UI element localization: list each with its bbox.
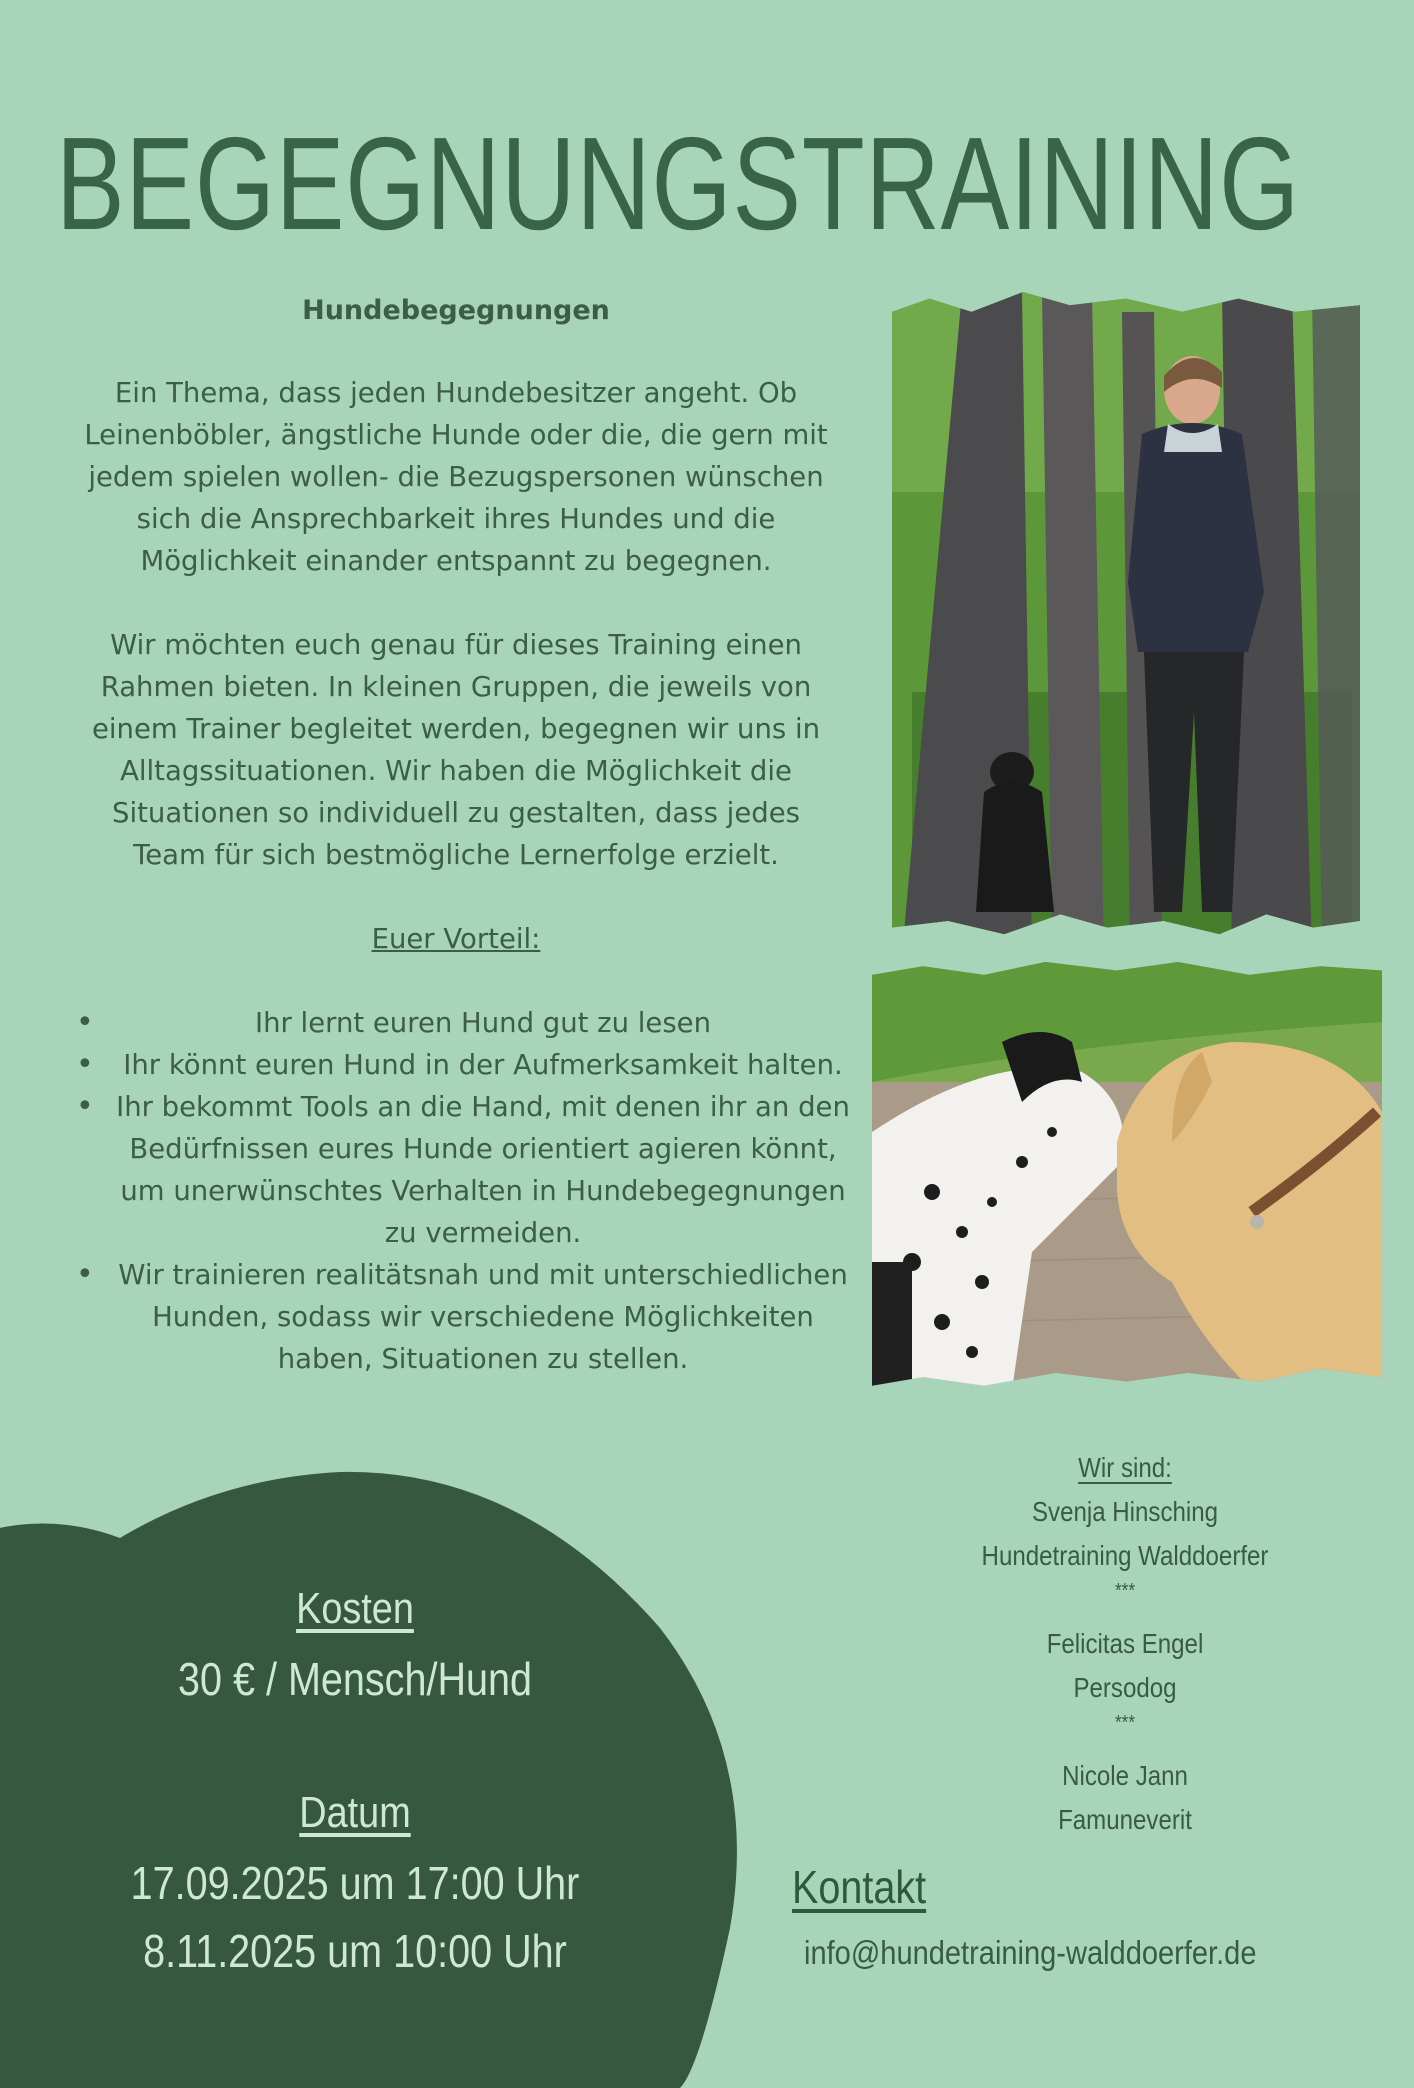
- list-item: • Ihr könnt euren Hund in der Aufmerksamkeit halten.: [56, 1044, 856, 1086]
- contact-label: Kontakt: [792, 1861, 927, 1913]
- costs-value: 30 € / Mensch/Hund: [177, 1653, 533, 1705]
- paragraph-line: jedem spielen wollen- die Bezugspersonen wünschen: [88, 461, 824, 493]
- paragraph-line: Leinenböbler, ängstliche Hunde oder die, die gern mit: [84, 419, 828, 451]
- paragraph-line: Wir möchten euch genau für dieses Training einen: [110, 629, 802, 661]
- paragraph-line: Ein Thema, dass jeden Hundebesitzer angeht. Ob: [114, 377, 798, 409]
- training-paragraph: [56, 624, 856, 876]
- info-blob-shape: [0, 1468, 780, 2088]
- date-label: Datum: [299, 1788, 411, 1837]
- team-line: Nicole Jann: [1062, 1760, 1188, 1791]
- paragraph-line: Team für sich bestmögliche Lernerfolge erzielt.: [133, 839, 779, 871]
- paragraph-line: Möglichkeit einander entspannt zu begegnen.: [140, 545, 772, 577]
- advantage-heading: Euer Vorteil:: [371, 923, 541, 955]
- subheading: Hundebegegnungen: [302, 295, 610, 326]
- paragraph-line: Alltagssituationen. Wir haben die Möglichkeit die: [120, 755, 792, 787]
- date-item: 8.11.2025 um 10:00 Uhr: [143, 1925, 567, 1977]
- team-separator: ***: [1114, 1580, 1136, 1602]
- costs-label: Kosten: [296, 1584, 414, 1633]
- team-line: Svenja Hinsching: [1031, 1496, 1219, 1527]
- intro-paragraph: [56, 372, 856, 582]
- team-line: Persodog: [1073, 1672, 1177, 1703]
- team-line: Famuneverit: [1058, 1804, 1192, 1835]
- list-item: • Wir trainieren realitätsnah und mit unterschiedlichen Hunden, sodass wir verschiedene Möglichkeiten haben, Situationen zu stellen.: [56, 1254, 856, 1380]
- paragraph-line: sich die Ansprechbarkeit ihres Hundes und die: [136, 503, 776, 535]
- photo-dogs-meeting: [872, 962, 1382, 1390]
- advantage-list: [56, 1002, 856, 1380]
- dogs-greeting-image: [872, 962, 1382, 1390]
- team-separator: ***: [1114, 1712, 1136, 1734]
- date-item: 17.09.2025 um 17:00 Uhr: [130, 1857, 580, 1909]
- team-heading: Wir sind:: [1078, 1452, 1172, 1483]
- page-title: BEGEGNUNGSTRAINING: [56, 110, 1300, 257]
- team-line: Hundetraining Walddoerfer: [981, 1540, 1269, 1571]
- team-line: Felicitas Engel: [1046, 1628, 1204, 1659]
- list-item: • Ihr bekommt Tools an die Hand, mit denen ihr an den Bedürfnissen eures Hunde orientiert agieren könnt, um unerwünschtes Verhalten in Hundebegegnungen zu vermeiden.: [56, 1086, 856, 1254]
- paragraph-line: einem Trainer begleitet werden, begegnen wir uns in: [91, 713, 821, 745]
- paragraph-line: Rahmen bieten. In kleinen Gruppen, die jeweils von: [100, 671, 812, 703]
- photo-trainer-with-dog: [892, 292, 1360, 954]
- contact-email-link[interactable]: info@hundetraining-walddoerfer.de: [804, 1934, 1257, 1971]
- list-item: • Ihr lernt euren Hund gut zu lesen: [56, 1002, 856, 1044]
- paragraph-line: Situationen so individuell zu gestalten, dass jedes: [112, 797, 800, 829]
- trainer-forest-image: [892, 292, 1360, 954]
